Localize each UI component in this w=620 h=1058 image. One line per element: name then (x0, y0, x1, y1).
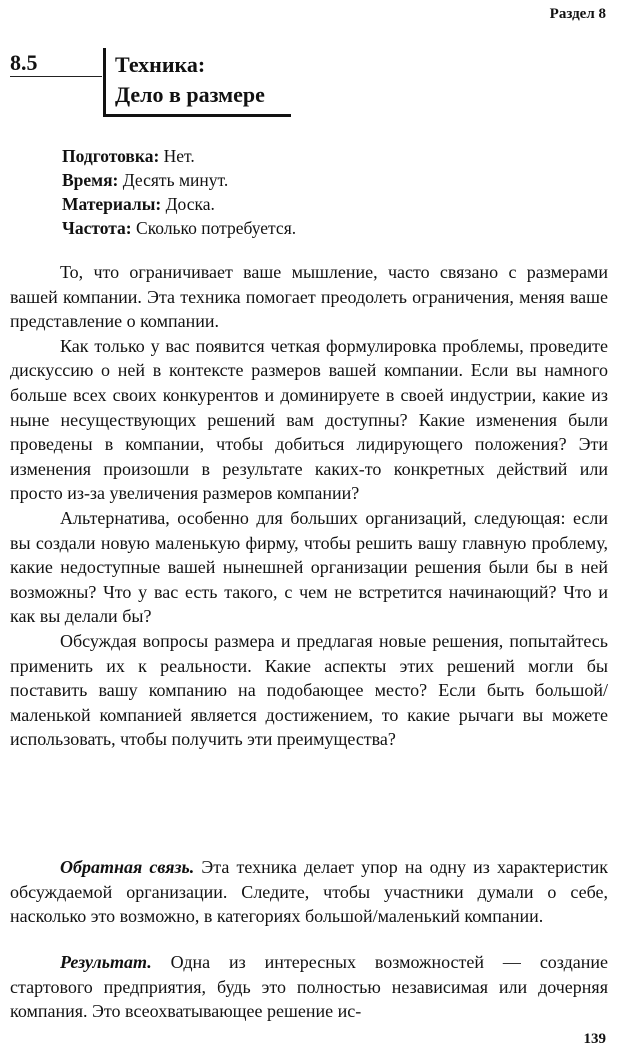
meta-preparation (62, 144, 296, 168)
meta-time (62, 168, 296, 192)
section-title-line1: Техника: (115, 52, 206, 77)
result-lead: Результат. (60, 952, 152, 972)
paragraph: Альтернатива, особенно для больших организаций, следующая: если вы создали новую маленькую фирму, чтобы решить вашу главную проблему, какие недоступные вашей нынешней организации решения были бы в ней возможны? Что у вас есть такого, с чем не встретится начинающий? Что и как вы делали бы? (10, 507, 608, 627)
meta-materials (62, 192, 296, 216)
meta-time-label: Время: (62, 170, 119, 190)
meta-materials-value: Доска. (161, 194, 215, 214)
paragraph: То, что ограничивает ваше мышление, часто связано с размерами вашей компании. Эта техника помогает преодолеть ограничения, меняя ваше представление о компании. (10, 262, 608, 332)
meta-materials-label: Материалы: (62, 194, 162, 214)
running-head: Раздел 8 (549, 6, 606, 22)
result-text: Одна из интересных возможностей — создание стартового предприятия, будь это полностью независимая или дочерняя компания. Это всеохватывающее решение ис- (10, 952, 608, 1022)
main-text (10, 260, 608, 752)
page-number: 139 (583, 1031, 606, 1047)
section-title-line2: Дело в размере (115, 82, 265, 107)
feedback-section (10, 855, 608, 929)
result-paragraph (10, 950, 608, 1024)
technique-meta (62, 144, 296, 240)
feedback-paragraph (10, 855, 608, 929)
section-number-rule (10, 76, 102, 77)
meta-frequency-value: Сколько потребуется. (131, 218, 297, 238)
paragraph: Как только у вас появится четкая формулировка проблемы, проведите дискуссию о ней в контексте размеров вашей компании. Если вы намного больше всех своих конкурентов и доминируете в своей индустрии, какие из ныне несуществующих решений вам доступны? Какие изменения были проведены в компании, чтобы добиться лидирующего положения? Эти изменения произошли в результате каких-то конкретных действий или просто из-за увеличения размеров компании? (10, 335, 608, 504)
paragraph: Обсуждая вопросы размера и предлагая новые решения, попытайтесь применить их к реальности. Какие аспекты этих решений могли бы поставить вашу компанию на подобающее место? Если быть большой/маленькой компанией является достижением, то какие рычаги вы можете использовать, чтобы получить эти преимущества? (10, 630, 608, 750)
section-title (115, 50, 265, 110)
result-section (10, 950, 608, 1024)
meta-frequency-label: Частота: (62, 218, 132, 238)
meta-time-value: Десять минут. (118, 170, 229, 190)
title-vertical-bar (103, 48, 106, 116)
meta-frequency (62, 216, 296, 240)
title-underline (103, 114, 291, 117)
feedback-lead: Обратная связь. (60, 857, 195, 877)
meta-preparation-label: Подготовка: (62, 146, 160, 166)
feedback-text: Эта техника делает упор на одну из характеристик обсуждаемой организации. Следите, чтобы участники думали о себе, насколько это возможно, в категориях большой/маленький компании. (10, 857, 608, 927)
section-number: 8.5 (10, 50, 38, 75)
meta-preparation-value: Нет. (159, 146, 195, 166)
